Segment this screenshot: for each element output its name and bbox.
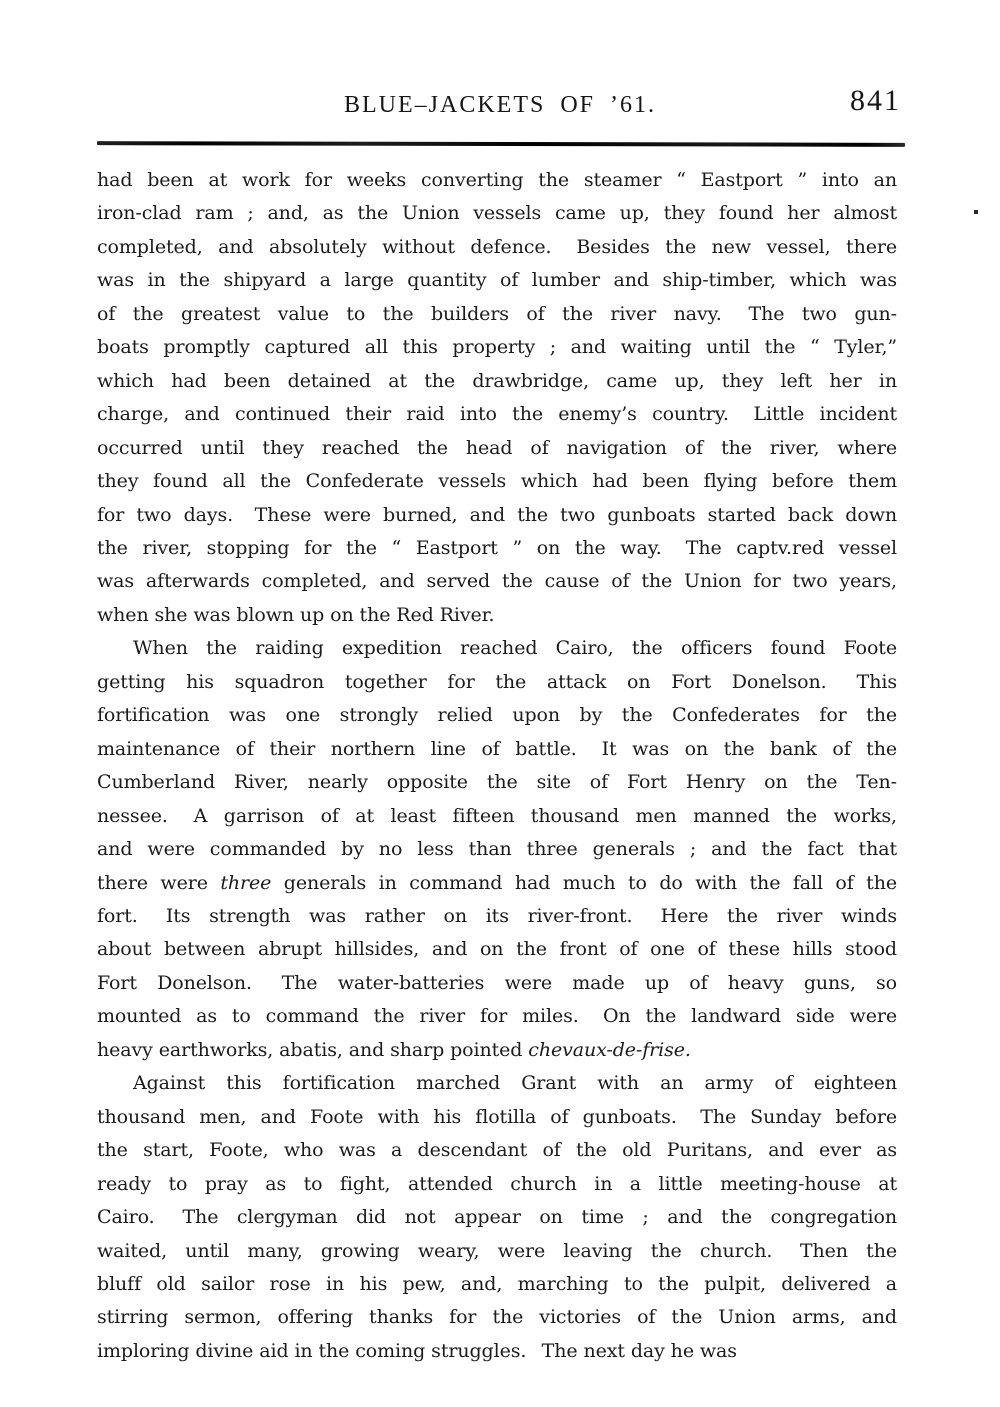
text-line	[97, 164, 897, 197]
text-line	[97, 465, 897, 498]
text-line	[97, 900, 897, 933]
text-segment: getting his squadron together for the attack on Fort Donelson. This	[97, 670, 897, 693]
paragraph	[97, 632, 897, 1067]
text-line	[97, 1067, 897, 1100]
text-segment: ready to pray as to fight, attended church in a little meeting-house at	[97, 1172, 897, 1195]
text-segment: about between abrupt hillsides, and on the front of one of these hills stood	[97, 938, 897, 961]
text-line	[97, 197, 897, 230]
text-line	[97, 666, 897, 699]
text-segment: was in the shipyard a large quantity of lumber and ship-timber, which was	[97, 269, 897, 292]
body-text	[97, 164, 897, 1368]
text-line	[97, 1335, 897, 1368]
text-line	[97, 699, 897, 732]
text-line	[97, 632, 897, 665]
text-segment: charge, and continued their raid into the enemy’s country. Little incident	[97, 403, 897, 426]
text-segment: the start, Foote, who was a descendant of the old Puritans, and ever as	[97, 1139, 897, 1162]
text-line	[97, 867, 897, 900]
text-line	[97, 766, 897, 799]
text-segment: fortification was one strongly relied upon by the Confederates for the	[97, 704, 897, 727]
text-segment: and were commanded by no less than three generals ; and the fact that	[97, 838, 897, 861]
text-segment: iron-clad ram ; and, as the Union vessels came up, they found her almost	[97, 202, 897, 225]
text-line	[97, 499, 897, 532]
text-line	[97, 1034, 897, 1067]
text-line	[97, 1268, 897, 1301]
text-segment: which had been detained at the drawbridge, came up, they left her in	[97, 369, 897, 392]
text-segment: they found all the Confederate vessels which had been flying before them	[97, 470, 897, 493]
text-line	[97, 1201, 897, 1234]
text-line	[97, 733, 897, 766]
header-rule-divider	[97, 141, 905, 147]
text-segment: mounted as to command the river for miles. On the landward side were	[97, 1005, 897, 1028]
text-segment: maintenance of their northern line of battle. It was on the bank of the	[97, 737, 897, 760]
text-line	[97, 599, 897, 632]
text-line	[97, 833, 897, 866]
text-segment: completed, and absolutely without defence. Besides the new vessel, there	[97, 235, 897, 258]
text-line	[97, 365, 897, 398]
text-segment: the river, stopping for the “ Eastport ” on the way. The captv.red vessel	[97, 536, 897, 559]
text-line	[97, 565, 897, 598]
text-segment: waited, until many, growing weary, were leaving the church. Then the	[97, 1239, 897, 1262]
text-segment: Cumberland River, nearly opposite the site of Fort Henry on the Ten-	[97, 771, 897, 794]
text-line	[97, 1134, 897, 1167]
text-segment: nessee. A garrison of at least fifteen thousand men manned the works,	[97, 804, 897, 827]
paragraph	[97, 164, 897, 632]
text-segment: for two days. These were burned, and the two gunboats started back down	[97, 503, 897, 526]
scan-speck	[974, 210, 978, 214]
text-line	[97, 432, 897, 465]
text-line	[97, 967, 897, 1000]
text-line	[97, 532, 897, 565]
text-line	[97, 1101, 897, 1134]
text-line	[97, 1301, 897, 1334]
page-number: 841	[850, 84, 901, 117]
text-segment: there were	[97, 871, 221, 894]
text-line	[97, 1000, 897, 1033]
text-segment: When the raiding expedition reached Cairo, the officers found Foote	[133, 637, 897, 660]
text-segment: stirring sermon, offering thanks for the victories of the Union arms, and	[97, 1306, 897, 1329]
text-segment: Against this fortification marched Grant with an army of eighteen	[133, 1072, 897, 1095]
italic-text-segment: chevaux-de-frise.	[528, 1038, 691, 1061]
text-segment: had been at work for weeks converting the steamer “ Eastport ” into an	[97, 169, 897, 191]
text-line	[97, 1235, 897, 1268]
text-segment: Fort Donelson. The water-batteries were made up of heavy guns, so	[97, 971, 897, 994]
text-line	[97, 298, 897, 331]
text-segment: fort. Its strength was rather on its river-front. Here the river winds	[97, 904, 897, 927]
text-segment: generals in command had much to do with the fall of the	[271, 871, 897, 894]
text-segment: imploring divine aid in the coming struggles. The next day he was	[97, 1339, 737, 1362]
text-line	[97, 231, 897, 264]
text-line	[97, 398, 897, 431]
text-segment: bluff old sailor rose in his pew, and, marching to the pulpit, delivered a	[97, 1272, 897, 1295]
paragraph	[97, 1067, 897, 1368]
italic-text-segment: three	[220, 871, 272, 894]
text-segment: of the greatest value to the builders of the river navy. The two gun-	[97, 302, 897, 325]
text-segment: when she was blown up on the Red River.	[97, 603, 495, 626]
text-segment: occurred until they reached the head of navigation of the river, where	[97, 436, 897, 459]
text-segment: Cairo. The clergyman did not appear on time ; and the congregation	[97, 1206, 897, 1229]
text-line	[97, 331, 897, 364]
running-header-title: BLUE–JACKETS OF ’61.	[343, 92, 656, 118]
text-line	[97, 264, 897, 297]
text-segment: thousand men, and Foote with his flotilla of gunboats. The Sunday before	[97, 1105, 897, 1128]
text-segment: boats promptly captured all this property ; and waiting until the “ Tyler,”	[97, 336, 897, 359]
text-line	[97, 800, 897, 833]
text-segment: heavy earthworks, abatis, and sharp pointed	[97, 1038, 529, 1061]
text-segment: was afterwards completed, and served the cause of the Union for two years,	[97, 570, 897, 593]
text-line	[97, 933, 897, 966]
text-line	[97, 1168, 897, 1201]
